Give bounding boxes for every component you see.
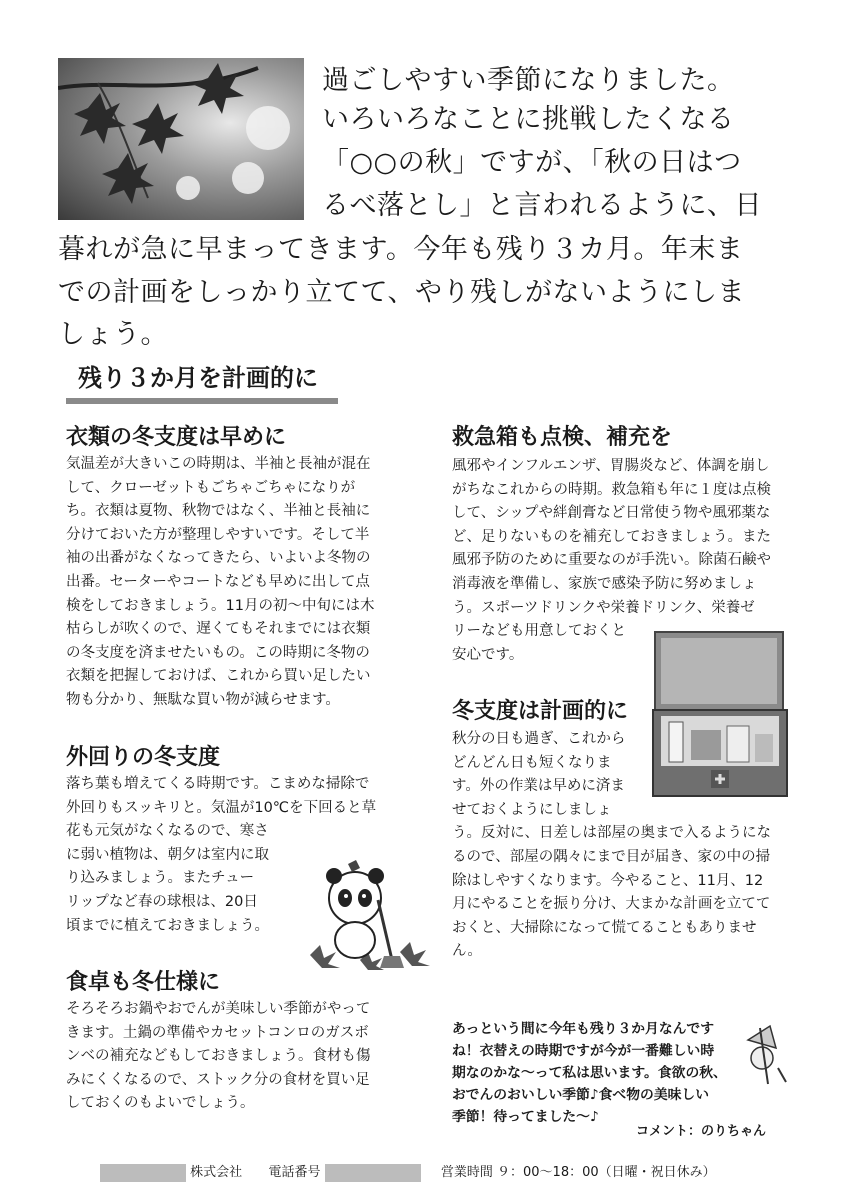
comment-box xyxy=(452,1018,762,1128)
company-suffix: 株式会社 xyxy=(190,1165,243,1180)
text-line: ど、足りないものを補充しておきましょう。また xyxy=(452,528,771,545)
text-line: ん。 xyxy=(452,943,482,960)
section-body-table xyxy=(66,998,371,1116)
comment-line: あっという間に今年も残り３か月なんです xyxy=(452,1021,715,1037)
intro-line-5: 暮れが急に早まってきます。今年も残り３カ月。年末ま xyxy=(58,234,744,265)
intro-line-4: るべ落とし」と言われるように、日 xyxy=(322,190,762,221)
section-body-clothes xyxy=(66,453,374,713)
text-line: 物も分かり、無駄な買い物が減らせます。 xyxy=(66,691,340,708)
text-line: う。反対に、日差しは部屋の奥まで入るようにな xyxy=(452,825,771,842)
comment-line: 季節！待ってました～♪ xyxy=(452,1109,599,1125)
footer xyxy=(100,1160,716,1186)
maple-leaf-icon xyxy=(58,58,304,220)
text-line: そろそろお鍋やおでんが美味しい季節がやって xyxy=(66,1001,371,1017)
text-line: みにくくなるので、ストック分の食材を買い足 xyxy=(66,1071,370,1088)
section-body-winterprep xyxy=(452,728,771,964)
main-heading xyxy=(66,356,338,400)
intro-line-1: 過ごしやすい季節になりました。 xyxy=(322,65,735,96)
text-line: 除はしやすくなります。今やること、11月、12 xyxy=(452,872,764,889)
intro-line-3: 「○○の秋」ですが、「秋の日はつ xyxy=(322,147,742,178)
text-line: 風邪予防のために重要なのが手洗い。除菌石鹸や xyxy=(452,552,771,569)
text-line: 月にやることを振り分け、大まかな計画を立てて xyxy=(452,896,771,913)
text-line: う。スポーツドリンクや栄養ドリンク、栄養ゼ xyxy=(452,599,755,616)
heading-underline xyxy=(66,398,338,404)
text-line: どんどん日も短くなりま xyxy=(452,754,612,771)
text-line: 花も元気がなくなるので、寒さ xyxy=(66,823,269,840)
section-title-outdoor: 外回りの冬支度 xyxy=(66,745,221,770)
text-line: おくと、大掃除になって慌てることもありませ xyxy=(452,919,757,936)
text-line: 枯らしが吹くので、遅くてもそれまでには衣類 xyxy=(66,621,371,638)
text-line: 頃までに植えておきましょう。 xyxy=(66,917,269,934)
text-line: 出番。セーターやコートなども早めに出して点 xyxy=(66,573,370,590)
text-line: 外回りもスッキリと。気温が10℃を下回ると草 xyxy=(66,799,377,816)
text-line: 風邪やインフルエンザ、胃腸炎など、体調を崩し xyxy=(452,458,770,474)
section-title-winterprep: 冬支度は計画的に xyxy=(452,699,629,724)
section-title-firstaid: 救急箱も点検、補充を xyxy=(452,425,673,450)
text-line: 落ち葉も増えてくる時期です。こまめな掃除で xyxy=(66,776,370,792)
text-line: きます。土鍋の準備やカセットコンロのガスボ xyxy=(66,1024,369,1041)
phone-label: 電話番号 xyxy=(268,1165,321,1180)
comment-line: おでんのおいしい季節♪食べ物の美味しい xyxy=(452,1087,710,1103)
section-title-clothes: 衣類の冬支度は早めに xyxy=(66,425,287,450)
oden-icon xyxy=(740,1018,790,1088)
section-title-table: 食卓も冬仕様に xyxy=(66,970,221,995)
text-line: の冬支度を済ませたいもの。この時期に冬物の xyxy=(66,644,370,661)
text-line: せておくようにしましょ xyxy=(452,801,612,818)
intro-line-2: いろいろなことに挑戦したくなる xyxy=(322,104,735,135)
main-heading-text: 残り３か月を計画的に xyxy=(78,364,318,392)
text-line: 安心です。 xyxy=(452,646,524,663)
panda-illustration xyxy=(300,860,440,970)
panda-icon xyxy=(300,860,440,970)
text-line: 消毒液を準備し、家族で感染予防に努めましょ xyxy=(452,575,757,592)
text-line: して、シップや絆創膏など日常使う物や風邪薬な xyxy=(452,505,771,522)
text-line: 分けておいた方が整理しやすいです。そして半 xyxy=(66,526,370,543)
text-line: しておくのもよいでしょう。 xyxy=(66,1095,255,1112)
text-line: して、クローゼットもごちゃごちゃになりが xyxy=(66,479,356,496)
text-line: り込みましょう。またチュー xyxy=(66,870,255,887)
intro-line-7: しょう。 xyxy=(58,319,168,350)
text-line: リップなど春の球根は、20日 xyxy=(66,893,258,910)
redacted-phone-number xyxy=(325,1164,421,1182)
text-line: リーなども用意しておくと xyxy=(452,623,626,640)
text-line: ンベの補充などもしておきましょう。食材も傷 xyxy=(66,1048,371,1065)
comment-line: 期なのかな～って私は思います。食欲の秋、 xyxy=(452,1065,727,1081)
text-line: 秋分の日も過ぎ、これから xyxy=(452,731,626,747)
comment-signature: コメント：のりちゃん xyxy=(636,1124,767,1139)
oden-candy-illustration xyxy=(740,1018,790,1088)
business-hours: 営業時間 ９：00～18：00（日曜・祝日休み） xyxy=(440,1165,716,1180)
text-line: がちなこれからの時期。救急箱も年に１度は点検 xyxy=(452,481,771,498)
text-line: 袖の出番がなくなってきたら、いよいよ冬物の xyxy=(66,550,371,567)
intro-line-6: での計画をしっかり立てて、やり残しがないようにしま xyxy=(58,277,745,308)
text-line: ち。衣類は夏物、秋物ではなく、半袖と長袖に xyxy=(66,503,371,520)
text-line: す。外の作業は早めに済ま xyxy=(452,778,625,795)
maple-leaves-photo xyxy=(58,58,304,220)
text-line: 衣類を把握しておけば、これから買い足したい xyxy=(66,668,371,685)
text-line: 検をしておきましょう。11月の初～中旬には木 xyxy=(66,597,375,614)
text-line: るので、部屋の隅々にまで目が届き、家の中の掃 xyxy=(452,848,771,865)
text-line: に弱い植物は、朝夕は室内に取 xyxy=(66,846,269,863)
comment-line: ね！衣替えの時期ですが今が一番難しい時 xyxy=(452,1043,715,1059)
text-line: 気温差が大きいこの時期は、半袖と長袖が混在 xyxy=(66,456,371,472)
redacted-company-name xyxy=(100,1164,186,1182)
